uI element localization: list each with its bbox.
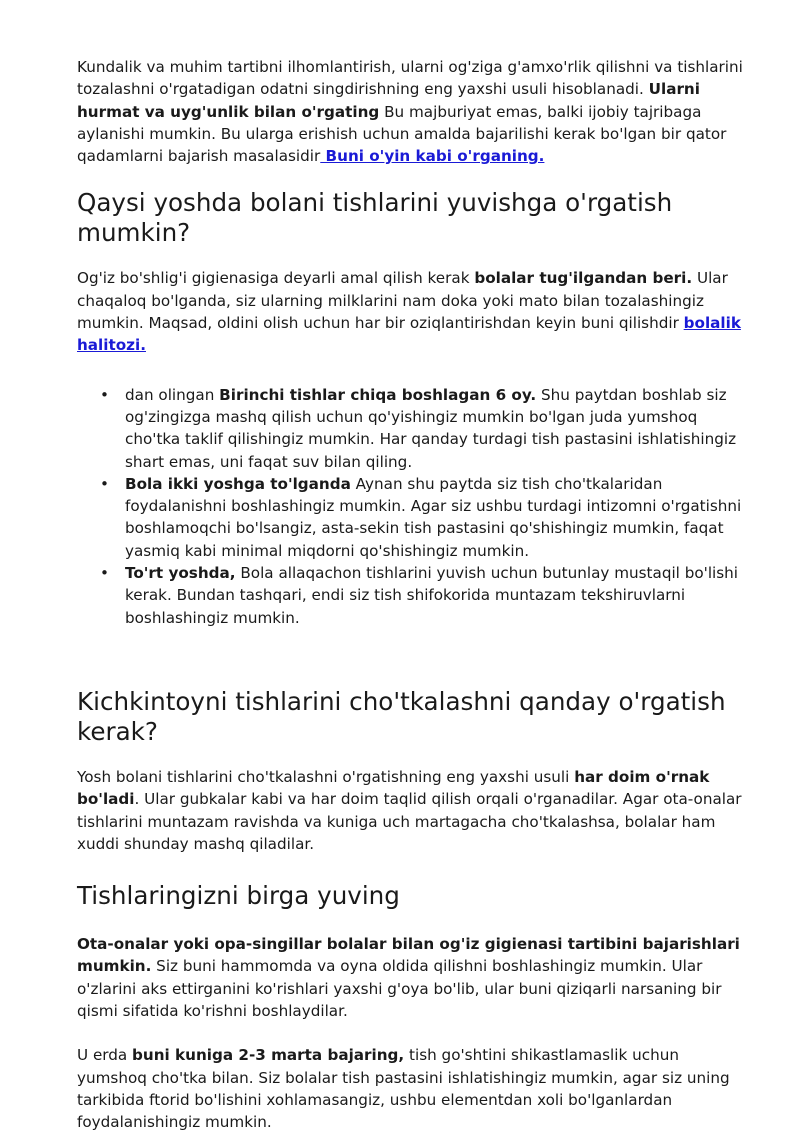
section-3-text-3: tish go'shtini shikastlamaslik uchun yumshoq cho'tka bilan. Siz bolalar tish pastasini ishlatishingiz mumkin, agar siz uning tarkibida ftorid bo'lishini xohlamasangiz, ushbu elementdan xoli bo'lganlardan foydalanishingiz mumkin.	[77, 1046, 730, 1132]
bullet-icon: •	[100, 564, 109, 583]
section-1-bold-1: bolalar tug'ilgandan beri.	[474, 269, 693, 288]
section-1-text-2: Ular chaqaloq bo'lganda, siz ularning milklarini nam doka yoki mato bilan tozalashingiz mumkin. Maqsad, oldini olish uchun har bir oziqlantirishdan keyin buni qilishdir	[77, 269, 728, 333]
section-1-paragraph	[77, 267, 752, 356]
section-2-heading: Kichkintoyni tishlarini cho'tkalashni qanday o'rgatish kerak?	[77, 686, 726, 746]
section-3-paragraph-2	[77, 1044, 752, 1133]
section-3-text-2: U erda	[77, 1046, 133, 1065]
list-item-text: Aynan shu paytda siz tish cho'tkalaridan foydalanishni boshlashingiz mumkin. Agar siz ushbu turdagi intizomni o'rgatishni boshlamoqchi bo'lsangiz, asta-sekin tish pastasini qo'shishingiz mumkin, faqat yasmiq kabi minimal miqdorni qo'shishingiz mumkin.	[125, 474, 742, 560]
list-item-bold: Birinchi tishlar chiqa boshlagan 6 oy.	[219, 385, 537, 404]
list-item-bold: To'rt yoshda,	[125, 564, 236, 583]
list-item-text: Shu paytdan boshlab siz og'zingizga mashq qilish uchun qo'yishingiz mumkin bo'lgan juda yumshoq cho'tka taklif qilishingiz mumkin. Har qanday turdagi tish pastasini ishlatishingiz shart emas, uni faqat suv bilan qiling.	[125, 385, 737, 471]
list-item	[100, 562, 752, 629]
learn-as-game-link[interactable]: Buni o'yin kabi o'rganing.	[320, 147, 545, 166]
section-2-text-2: . Ular gubkalar kabi va har doim taqlid qilish orqali o'rganadilar. Agar ota-onalar tishlarini muntazam ravishda va kuniga uch martagacha cho'tkalashsa, bolalar ham xuddi shunday mashq qiladilar.	[77, 790, 742, 853]
intro-paragraph	[77, 56, 752, 167]
list-item-text: Bola allaqachon tishlarini yuvish uchun butunlay mustaqil bo'lishi kerak. Bundan tashqari, endi siz tish shifokorida muntazam tekshiruvlarni boshlashingiz mumkin.	[125, 564, 739, 627]
intro-text-2: Bu majburiyat emas, balki ijobiy tajribaga aylanishi mumkin. Bu ularga erishish uchun amalda bajarilishi kerak bo'lgan bir qator qadamlarni bajarish masalasidir	[77, 102, 727, 166]
list-item	[100, 384, 752, 473]
section-3-text-1: Siz buni hammomda va oyna oldida qilishni boshlashingiz mumkin. Ular o'zlarini aks ettirganini ko'rishlari yaxshi g'oya bo'lib, ular buni qiziqarli narsaning bir qismi sifatida ko'rishni boshlaydilar.	[77, 957, 722, 1021]
section-3-paragraph-1	[77, 933, 752, 1022]
section-2-text-1: Yosh bolani tishlarini cho'tkalashni o'rgatishning eng yaxshi usuli	[77, 767, 575, 786]
section-2-paragraph	[77, 766, 752, 855]
age-list	[77, 384, 752, 629]
halitosis-link[interactable]: bolalik halitozi.	[77, 314, 741, 355]
section-2-bold-1: har doim o'rnak bo'ladi	[77, 767, 710, 809]
intro-text-1: Kundalik va muhim tartibni ilhomlantirish, ularni og'ziga g'amxo'rlik qilishni va tishlarini tozalashni o'rgatadigan odatni singdirishning eng yaxshi usuli hisoblanadi.	[77, 58, 743, 99]
bullet-icon: •	[100, 474, 109, 493]
section-3-bold-1: Ota-onalar yoki opa-singillar bolalar bilan og'iz gigienasi tartibini bajarishlari mumkin.	[77, 935, 740, 976]
intro-bold-1: Ularni hurmat va uyg'unlik bilan o'rgating	[77, 80, 700, 121]
section-1-heading: Qaysi yoshda bolani tishlarini yuvishga o'rgatish mumkin?	[77, 188, 673, 248]
section-1-text-1: Og'iz bo'shlig'i gigienasiga deyarli amal qilish kerak	[77, 269, 475, 288]
section-3-bold-2: buni kuniga 2-3 marta bajaring,	[132, 1046, 405, 1065]
list-item-prefix: dan olingan	[125, 385, 220, 404]
bullet-icon: •	[100, 385, 109, 404]
section-3-heading: Tishlaringizni birga yuving	[77, 881, 400, 911]
list-item	[100, 473, 752, 562]
list-item-bold: Bola ikki yoshga to'lganda	[125, 474, 351, 493]
